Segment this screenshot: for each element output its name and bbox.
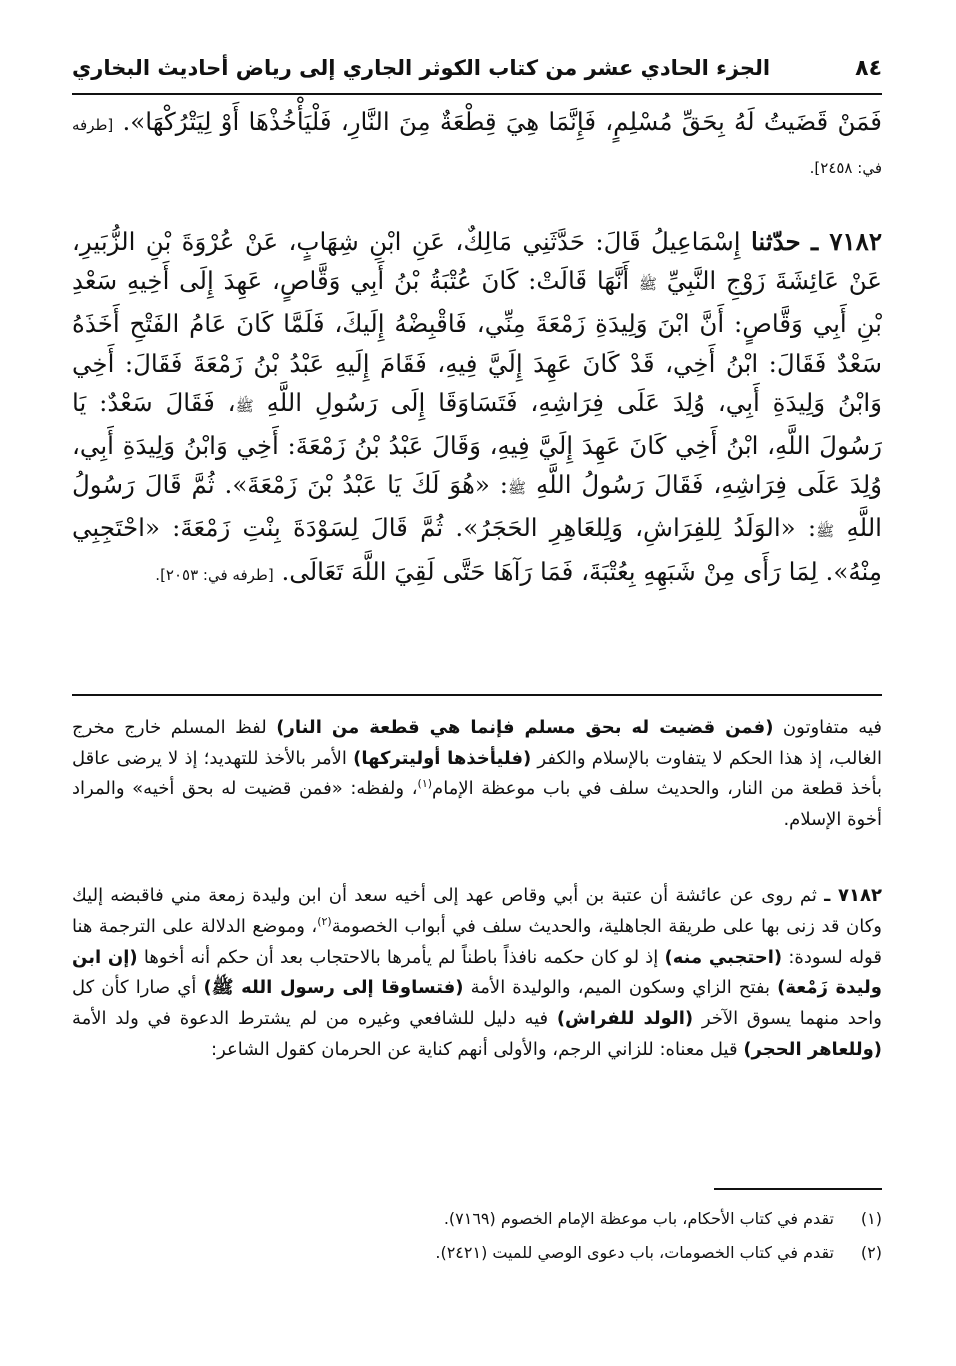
commentary-text: إذ لو كان حكمه نافذاً باطناً لم يأمرها بالاحتجاب بعد أن حكم أنه أخوها [143, 946, 659, 968]
footnote-text: تقدم في كتاب الأحكام، باب موعظة الإمام الخصوم (٧١٦٩). [443, 1209, 834, 1228]
hadith-text-part-4: : «هُوَ لَكَ يَا عَبْدُ بْنَ زَمْعَةَ». ثُمَّ قَالَ رَسُولُ اللَّهِ [72, 470, 882, 543]
hadith-text-end: : «الوَلَدُ لِلفِرَاشِ، وَلِلعَاهِرِ الحَجَرُ». ثُمَّ قَالَ لِسَوْدَةَ بِنْتِ زَمْعَةَ: «احْتَجِبِي مِنْهُ». لِمَا رَأَى مِنْ شَبَهِهِ بِعُتْبَةَ، فَمَا رَآهَا حَتَّى لَقِيَ اللَّهَ تَعَالَى. [72, 513, 882, 586]
salutation-glyph: ﷺ [638, 275, 658, 294]
header-divider [72, 93, 882, 95]
hadith-continuation-reference: [طرفه في: ٢٤٥٨]. [72, 116, 882, 177]
salutation-glyph: ﷺ [816, 522, 835, 541]
commentary-text: أي صارا كأن كل واحد منهما يسوق الآخر [72, 977, 882, 1030]
hadith-continuation [72, 102, 882, 188]
commentary-quote: (وللعاهر الحجر) [743, 1038, 882, 1060]
commentary-text: ، وموضع الدلالة على الترجمة هنا قوله لسودة: [72, 915, 882, 968]
salutation-glyph: ﷺ [508, 479, 527, 498]
hadith-text-part-1: إِسْمَاعِيلُ قَالَ: حَدَّثَنِي مَالِكٌ، عَنِ ابْنِ شِهَابٍ، عَنْ عُرْوَةَ بْنِ الزُّبَيرِ، عَنْ عَائِشَةَ زَوْجِ النَّبِيِّ [72, 227, 882, 296]
hadith-text-part-3: ، فَقَالَ سَعْدٌ: يَا رَسُولَ اللَّهِ، ابْنُ أَخِي كَانَ عَهِدَ إِلَيَّ فِيهِ، وَقَالَ عَبْدُ بْنُ زَمْعَةَ: أَخِي وَابْنُ وَلِيدَةِ أَبِي، وُلِدَ عَلَى فِرَاشِهِ، فَقَالَ رَسُولُ اللَّهِ [72, 387, 882, 500]
commentary-text: ثم روى عن عائشة أن عتبة بن أبي وقاص عهد إلى أخيه سعد أن ابن وليدة زمعة مني فاقبضه إليك وكان قد زنى بها على طريقة الجاهلية، والحديث سلف في أبواب الخصومة [72, 885, 882, 937]
footnote-2 [72, 1236, 882, 1270]
commentary-quote: (فمن قضيت له بحق مسلم فإنما هي قطعة من النار) [276, 717, 774, 738]
page-number: ٨٤ [855, 55, 882, 81]
commentary-quote: (الولد للفراش) [556, 1008, 694, 1030]
hadith-7182 [72, 222, 882, 595]
commentary-quote: (إن ابن وليدة زَمْعة) [72, 946, 882, 999]
commentary-text: ، ولفظه: «فمن قضيت له بحق أخيه» والمراد أخوة الإسلام. [72, 778, 882, 830]
running-title: الجزء الحادي عشر من كتاب الكوثر الجاري إلى رياض أحاديث البخاري [72, 56, 771, 80]
commentary-quote: (احتجبي منه) [664, 946, 783, 968]
commentary-quote: (فتساوقا إلى رسول الله ﷺ) [203, 977, 464, 999]
commentary-text: فيه متفاوتون [782, 717, 882, 738]
commentary-hadith-number: ٧١٨٢ ـ [824, 885, 882, 906]
footnote-divider [714, 1188, 882, 1190]
hadith-continuation-text: فَمَنْ قَضَيتُ لَهُ بِحَقِّ مُسْلِمٍ، فَإِنَّمَا هِيَ قِطْعَةٌ مِنَ النَّارِ، فَلْيَأْخُذْهَا أَوْ لِيَتْرُكْهَا». [122, 107, 882, 136]
hadith-number: ٧١٨٢ ـ [811, 227, 882, 256]
footnote-marker-1[interactable]: (١) [417, 777, 433, 790]
commentary-text: بفتح الزاي وسكون الميم، والوليدة الأمة [470, 977, 771, 999]
commentary-text: الأمر بالأخذ للتهديد؛ إذ لا يرضى عاقل بأخذ قطعة من النار، والحديث سلف في باب موعظة الإمام [72, 747, 882, 799]
commentary-paragraph-1 [72, 713, 882, 835]
footnote-number: (٢) [860, 1243, 882, 1262]
commentary-text: فيه دليل للشافعي وغيره من لم يشترط الدعوة في ولد الأمة [72, 1008, 549, 1030]
section-divider [72, 694, 882, 696]
footnote-number: (١) [860, 1209, 882, 1228]
page-header [72, 46, 882, 90]
footnotes [72, 1202, 882, 1270]
commentary-text: قيل معناه: للزاني الرجم، والأولى أنهم كناية عن الحرمان كقول الشاعر: [211, 1038, 738, 1060]
commentary-quote: (فليأخذها أوليتركها) [353, 747, 532, 769]
footnote-1 [72, 1202, 882, 1236]
footnote-text: تقدم في كتاب الخصومات، باب دعوى الوصي للميت (٢٤٢١). [435, 1243, 834, 1262]
hadith-reference: [طرفه في: ٢٠٥٣]. [155, 565, 274, 584]
commentary-paragraph-2 [72, 881, 882, 1066]
hadith-text-part-2: أَنَّهَا قَالَتْ: كَانَ عُتْبَةُ بْنُ أَبِي وَقَّاصٍ، عَهِدَ إِلَى أَخِيهِ سَعْدِ بْنِ أَبِي وَقَّاصٍ: أَنَّ ابْنَ وَلِيدَةِ زَمْعَةَ مِنِّي، فَاقْبِضْهُ إِلَيكَ، فَلَمَّا كَانَ عَامُ الفَتْحِ أَخَذَهُ سَعْدٌ فَقَالَ: ابْنُ أَخِي، قَدْ كَانَ عَهِدَ إِلَيَّ فِيهِ، فَقَامَ إِلَيهِ عَبْدُ بْنُ زَمْعَةَ فَقَالَ: أَخِي وَابْنُ وَلِيدَةِ أَبِي، وُلِدَ عَلَى فِرَاشِهِ، فَتَسَاوَقَا إِلَى رَسُولِ اللَّهِ [72, 266, 883, 417]
salutation-glyph: ﷺ [235, 396, 254, 415]
hadith-lead: حدّثنا [750, 227, 801, 256]
commentary-text: لفظ المسلم خارج مخرج الغالب، إذ هذا الحكم لا يتفاوت بالإسلام والكفر [72, 717, 882, 769]
footnote-marker-2[interactable]: (٢) [317, 914, 332, 928]
